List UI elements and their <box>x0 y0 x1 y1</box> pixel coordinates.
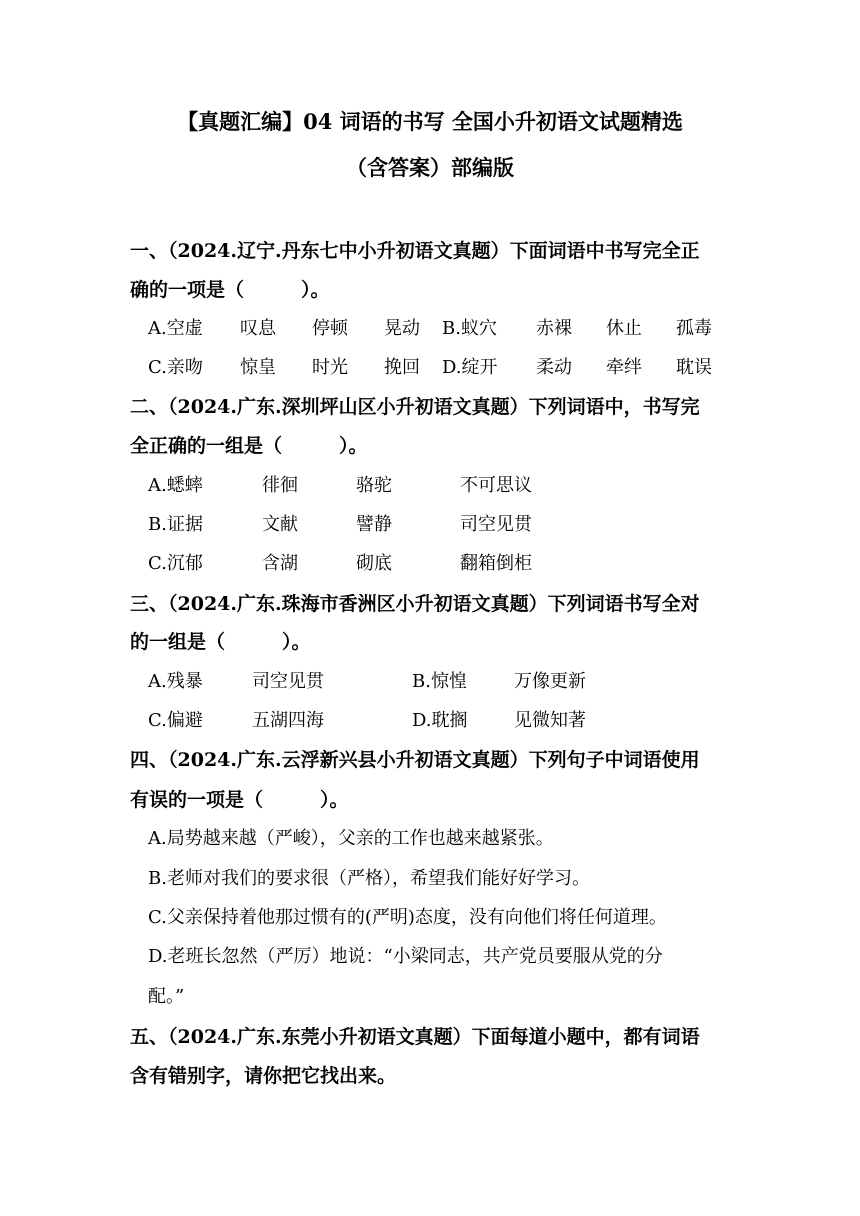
question-4-option-d-line-2: 配。” <box>148 986 185 1007</box>
option-word: 万像更新 <box>514 671 586 692</box>
option-word: 不可思议 <box>460 475 532 496</box>
option-word: 含湖 <box>262 553 298 574</box>
question-3-stem-line-2: 的一组是（ ）。 <box>130 631 311 653</box>
question-4-stem-line-2: 有误的一项是（ ）。 <box>130 789 349 811</box>
question-4-option-d-line-1: D.老班长忽然（严厉）地说：“小梁同志，共产党员要服从党的分 <box>148 946 663 967</box>
option-word: A.蟋蟀 <box>148 475 203 496</box>
question-5-stem-line-1: 五、（2024.广东.东莞小升初语文真题）下面每道小题中，都有词语 <box>130 1026 700 1048</box>
option-word: 惊皇 <box>240 357 276 378</box>
option-word: B.证据 <box>148 514 203 535</box>
option-word: 司空见贯 <box>252 671 324 692</box>
question-1-stem-line-1: 一、（2024.辽宁.丹东七中小升初语文真题）下面词语中书写完全正 <box>130 240 700 262</box>
option-word: 五湖四海 <box>252 710 324 731</box>
option-word: 砌底 <box>356 553 392 574</box>
document-title-line-2: （含答案）部编版 <box>346 155 514 180</box>
option-word: 晃动 <box>384 318 420 339</box>
option-word: 停顿 <box>312 318 348 339</box>
option-word: C.沉郁 <box>148 553 203 574</box>
question-5-stem-line-2: 含有错别字，请你把它找出来。 <box>130 1065 397 1087</box>
question-4-option-b: B.老师对我们的要求很（严格），希望我们能好好学习。 <box>148 868 590 889</box>
option-word: A.空虚 <box>148 318 203 339</box>
option-word: 徘徊 <box>262 475 298 496</box>
question-4-option-c: C.父亲保持着他那过惯有的(严明)态度，没有向他们将任何道理。 <box>148 907 667 928</box>
question-2-stem-line-1: 二、（2024.广东.深圳坪山区小升初语文真题）下列词语中，书写完 <box>130 396 700 418</box>
option-word: 挽回 <box>384 357 420 378</box>
question-4-option-a: A.局势越来越（严峻），父亲的工作也越来越紧张。 <box>148 828 554 849</box>
option-word: B.惊惶 <box>412 671 467 692</box>
option-word: 翻箱倒柜 <box>460 553 532 574</box>
option-word: 时光 <box>312 357 348 378</box>
option-word: 休止 <box>606 318 642 339</box>
option-word: 牵绊 <box>606 357 642 378</box>
option-word: D.绽开 <box>442 357 498 378</box>
option-word: C.亲吻 <box>148 357 203 378</box>
option-word: 耽误 <box>676 357 712 378</box>
option-word: 柔动 <box>536 357 572 378</box>
option-word: B.蚁穴 <box>442 318 497 339</box>
question-1-stem-line-2: 确的一项是（ ）。 <box>130 279 330 301</box>
option-word: 文献 <box>262 514 298 535</box>
question-2-stem-line-2: 全正确的一组是（ ）。 <box>130 435 368 457</box>
option-word: 孤毒 <box>676 318 712 339</box>
option-word: 叹息 <box>240 318 276 339</box>
option-word: D.耽搁 <box>412 710 468 731</box>
option-word: 譬静 <box>356 514 392 535</box>
option-word: 司空见贯 <box>460 514 532 535</box>
question-4-stem-line-1: 四、（2024.广东.云浮新兴县小升初语文真题）下列句子中词语使用 <box>130 749 700 771</box>
option-word: C.偏避 <box>148 710 203 731</box>
option-word: 骆驼 <box>356 475 392 496</box>
option-word: 见微知著 <box>514 710 586 731</box>
question-3-stem-line-1: 三、（2024.广东.珠海市香洲区小升初语文真题）下列词语书写全对 <box>130 593 700 615</box>
option-word: 赤裸 <box>536 318 572 339</box>
document-title-line-1: 【真题汇编】04 词语的书写 全国小升初语文试题精选 <box>177 109 683 134</box>
option-word: A.残暴 <box>148 671 203 692</box>
